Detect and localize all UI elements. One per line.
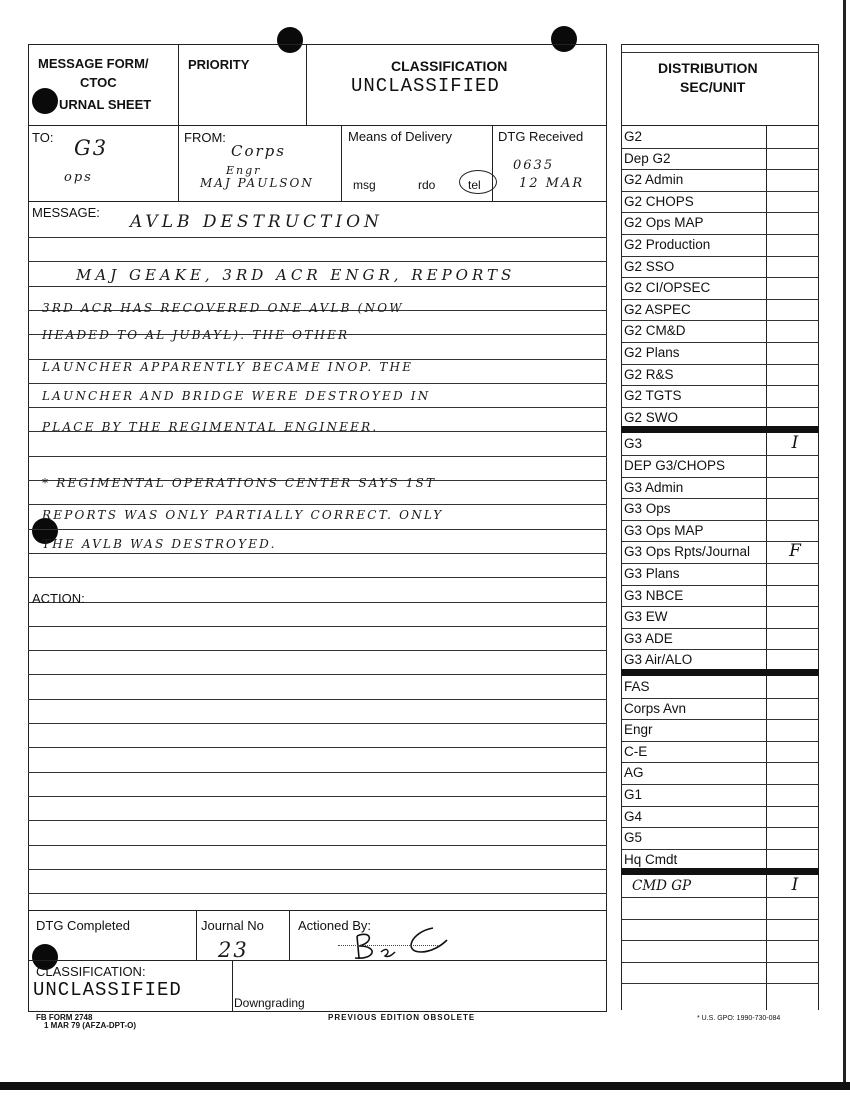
distribution-unit-label: Corps Avn <box>624 700 687 716</box>
distribution-unit-label: Engr <box>624 722 653 738</box>
to-value[interactable]: G3 <box>74 136 109 160</box>
distribution-unit-label: FAS <box>624 679 650 694</box>
means-msg[interactable]: msg <box>353 178 376 192</box>
message-rule-line <box>28 553 607 554</box>
action-label: ACTION: <box>32 591 85 606</box>
gpo-note: * U.S. GPO: 1990-730-084 <box>697 1015 781 1022</box>
distribution-unit-label: G2 Admin <box>624 172 684 188</box>
distribution-row[interactable] <box>622 299 818 322</box>
page-right-edge <box>843 0 846 1088</box>
message-line[interactable]: MAJ GEAKE, 3RD ACR ENGR, REPORTS <box>76 266 516 284</box>
distribution-group-separator <box>621 426 819 433</box>
distribution-group-separator <box>621 868 819 875</box>
message-rule-line <box>28 456 607 457</box>
distribution-unit-label: G2 <box>624 129 643 144</box>
punch-hole-top-right <box>551 26 577 52</box>
punch-hole-top-left <box>277 27 303 53</box>
from-value-engr[interactable]: Engr <box>226 164 262 177</box>
actioned-by-dots <box>338 945 438 946</box>
distribution-row[interactable] <box>622 541 818 564</box>
form-title-journal: URNAL SHEET <box>59 97 152 112</box>
distribution-unit-label: C-E <box>624 743 648 759</box>
distribution-unit-label: G4 <box>624 808 643 824</box>
page-bottom-edge <box>0 1082 850 1090</box>
message-rule-line <box>28 577 607 578</box>
message-rule-line <box>28 602 607 603</box>
message-line[interactable]: 3RD ACR HAS RECOVERED ONE AVLB (NOW <box>42 301 404 315</box>
distribution-row[interactable] <box>622 784 818 807</box>
distribution-unit-label: G2 ASPEC <box>624 301 691 317</box>
means-rdo[interactable]: rdo <box>418 178 436 192</box>
distribution-row[interactable] <box>622 698 818 721</box>
message-rule-line <box>28 893 607 894</box>
message-rule-line <box>28 796 607 797</box>
distribution-mark[interactable]: I <box>791 875 799 896</box>
distribution-row[interactable] <box>622 191 818 214</box>
distribution-row[interactable] <box>622 897 818 920</box>
distribution-row[interactable] <box>622 342 818 365</box>
distribution-group-separator <box>621 669 819 676</box>
message-rule-line <box>28 747 607 748</box>
message-label: MESSAGE: <box>32 205 100 220</box>
distribution-row[interactable] <box>622 320 818 343</box>
distribution-row[interactable] <box>622 628 818 651</box>
distribution-row[interactable] <box>622 498 818 521</box>
distribution-unit-label: AG <box>624 765 644 781</box>
distribution-row[interactable] <box>622 148 818 171</box>
distribution-row[interactable] <box>622 433 818 456</box>
distribution-unit-label: G3 Ops Rpts/Journal <box>624 544 751 560</box>
distribution-row[interactable] <box>622 606 818 629</box>
distribution-unit-label: G2 CM&D <box>624 323 686 339</box>
classification-value: UNCLASSIFIED <box>351 75 500 97</box>
dtg-received-label: DTG Received <box>498 129 584 144</box>
distribution-row[interactable] <box>622 520 818 543</box>
distribution-unit-label: G2 R&S <box>624 366 674 382</box>
dtg-received-date[interactable]: 12 MAR <box>519 176 585 191</box>
from-label: FROM: <box>184 130 226 145</box>
means-tel-circle <box>459 170 497 194</box>
from-value-corps[interactable]: Corps <box>231 142 286 160</box>
distribution-row[interactable] <box>622 277 818 300</box>
dtg-received-time[interactable]: 0635 <box>513 158 555 173</box>
previous-edition-note: PREVIOUS EDITION OBSOLETE <box>328 1013 476 1022</box>
distribution-unit-label: G2 Production <box>624 237 711 252</box>
actioned-by-label: Actioned By: <box>298 918 371 933</box>
message-rule-line <box>28 286 607 287</box>
distribution-unit-label: G2 CHOPS <box>624 193 694 209</box>
sec-unit-label: SEC/UNIT <box>680 79 746 95</box>
distribution-unit-label: G1 <box>624 787 643 802</box>
distribution-unit-label: Dep G2 <box>624 150 671 166</box>
distribution-row[interactable] <box>622 676 818 699</box>
to-value-ops[interactable]: ops <box>64 170 93 185</box>
distribution-row[interactable] <box>622 364 818 387</box>
distribution-row[interactable] <box>622 875 818 898</box>
form-number: FB FORM 2748 <box>36 1013 93 1022</box>
distribution-unit-label: G3 NBCE <box>624 587 684 603</box>
distribution-unit-label: G3 Ops <box>624 501 671 517</box>
distribution-unit-label: G3 <box>624 436 643 452</box>
distribution-row[interactable] <box>622 741 818 764</box>
distribution-row[interactable] <box>622 477 818 500</box>
distribution-row[interactable] <box>622 212 818 235</box>
distribution-unit-label: G2 CI/OPSEC <box>624 280 711 296</box>
distribution-unit-label: G3 ADE <box>624 630 673 646</box>
message-rule-line <box>28 407 607 408</box>
distribution-row[interactable] <box>622 806 818 829</box>
distribution-unit-label: G5 <box>624 830 643 846</box>
distribution-row[interactable] <box>622 919 818 942</box>
journal-no-label: Journal No <box>201 918 264 933</box>
distribution-row[interactable] <box>622 563 818 586</box>
distribution-unit-label: CMD GP <box>632 878 692 895</box>
distribution-row[interactable] <box>622 455 818 478</box>
means-of-delivery-label: Means of Delivery <box>348 129 453 144</box>
message-line[interactable]: LAUNCHER APPARENTLY BECAME INOP. THE <box>42 360 414 374</box>
dtg-completed-label: DTG Completed <box>36 918 130 933</box>
distribution-row[interactable] <box>622 585 818 608</box>
form-number-date: 1 MAR 79 (AFZA-DPT-O) <box>44 1021 136 1030</box>
message-line[interactable]: HEADED TO AL JUBAYL). THE OTHER <box>42 328 350 342</box>
distribution-unit-label: G3 Air/ALO <box>624 652 693 668</box>
form-title-ctoc: CTOC <box>80 75 117 90</box>
message-rule-line <box>28 723 607 724</box>
distribution-unit-label: Hq Cmdt <box>624 851 678 867</box>
distribution-mark[interactable]: I <box>791 433 799 454</box>
priority-label: PRIORITY <box>188 57 250 72</box>
distribution-unit-label: G2 SSO <box>624 258 675 274</box>
message-line[interactable]: LAUNCHER AND BRIDGE WERE DESTROYED IN <box>42 389 431 403</box>
punch-hole-header <box>32 88 58 114</box>
message-rule-line <box>28 626 607 627</box>
message-line[interactable]: PLACE BY THE REGIMENTAL ENGINEER. <box>42 420 379 434</box>
message-rule-line <box>28 845 607 846</box>
message-rule-line <box>28 529 607 530</box>
distribution-unit-label: G3 Plans <box>624 566 680 581</box>
message-rule-line <box>28 504 607 505</box>
message-rule-line <box>28 383 607 384</box>
distribution-unit-label: G2 SWO <box>624 409 679 425</box>
distribution-row[interactable] <box>622 962 818 985</box>
distribution-unit-label: DEP G3/CHOPS <box>624 458 726 473</box>
signature-drawing <box>345 922 465 962</box>
bottom-classification-label: CLASSIFICATION: <box>36 964 146 979</box>
message-line[interactable]: * REGIMENTAL OPERATIONS CENTER SAYS 1ST <box>42 476 437 490</box>
bottom-classification-value: UNCLASSIFIED <box>33 979 182 1001</box>
distribution-row[interactable] <box>622 940 818 963</box>
distribution-row[interactable] <box>622 762 818 785</box>
message-line[interactable]: THE AVLB WAS DESTROYED. <box>42 537 277 551</box>
distribution-unit-label: G2 Ops MAP <box>624 215 704 231</box>
message-rule-line <box>28 820 607 821</box>
message-rule-line <box>28 869 607 870</box>
distribution-unit-label: G2 Plans <box>624 345 680 360</box>
distribution-mark[interactable]: F <box>789 541 801 562</box>
distribution-row[interactable] <box>622 126 818 149</box>
classification-label: CLASSIFICATION <box>391 58 508 74</box>
distribution-row[interactable] <box>622 234 818 257</box>
message-rule-line <box>28 237 607 238</box>
message-rule-line <box>28 650 607 651</box>
actioned-by-signature[interactable] <box>345 922 465 962</box>
distribution-unit-label: G3 EW <box>624 609 668 625</box>
message-rule-line <box>28 772 607 773</box>
distribution-row[interactable] <box>622 256 818 279</box>
message-rule-line <box>28 699 607 700</box>
from-value-name[interactable]: MAJ PAULSON <box>200 176 314 190</box>
distribution-row[interactable] <box>622 169 818 192</box>
distribution-row[interactable] <box>622 827 818 850</box>
means-tel[interactable]: tel <box>468 178 481 192</box>
message-subject[interactable]: AVLB DESTRUCTION <box>130 212 383 232</box>
distribution-unit-label: G2 TGTS <box>624 388 682 404</box>
distribution-row[interactable] <box>622 385 818 408</box>
downgrading-label: Downgrading <box>234 996 305 1010</box>
distribution-label: DISTRIBUTION <box>658 60 758 76</box>
distribution-unit-label: G3 Admin <box>624 479 684 495</box>
distribution-row[interactable] <box>622 719 818 742</box>
form-title: MESSAGE FORM/ <box>38 56 149 71</box>
journal-no-value[interactable]: 23 <box>218 938 249 962</box>
message-rule-line <box>28 674 607 675</box>
distribution-unit-label: G3 Ops MAP <box>624 522 704 538</box>
to-label: TO: <box>32 130 54 145</box>
message-line[interactable]: REPORTS WAS ONLY PARTIALLY CORRECT. ONLY <box>42 508 444 522</box>
message-rule-line <box>28 261 607 262</box>
